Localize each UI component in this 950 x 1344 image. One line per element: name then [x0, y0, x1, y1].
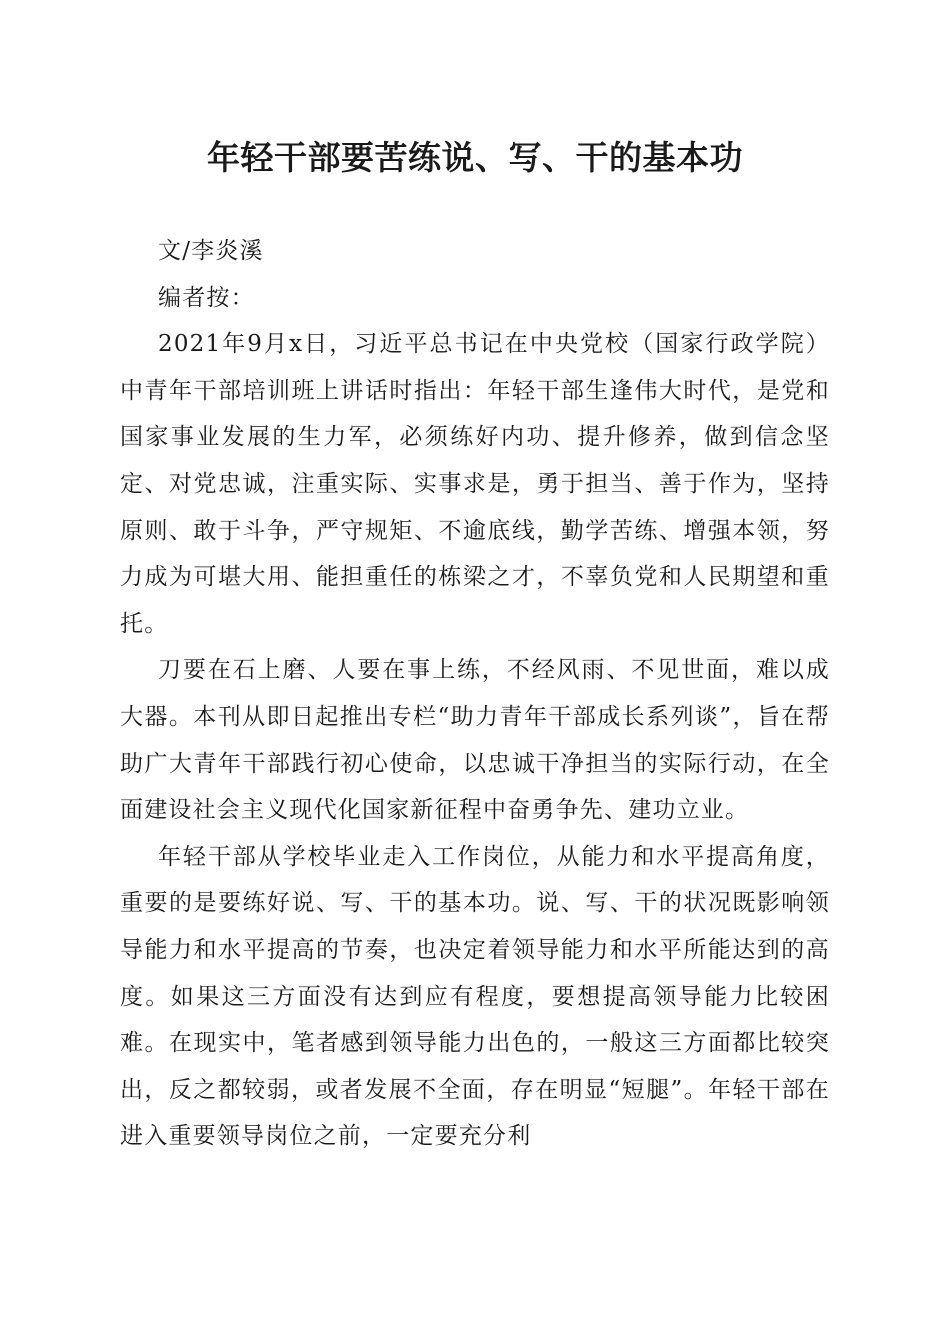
byline: 文/李炎溪	[158, 238, 264, 264]
paragraph-3: 年轻干部从学校毕业走入工作岗位，从能力和水平提高角度，重要的是要练好说、写、干的基本功。说、写、干的状况既影响领导能力和水平提高的节奏，也决定着领导能力和水平所能达到的高度。如果这三方面没有达到应有程度，要想提高领导能力比较困难。在现实中，笔者感到领导能力出色的，一般这三方面都比较突出，反之都较弱，或者发展不全面，存在明显“短腿”。年轻干部在进入重要领导岗位之前，一定要充分利	[120, 843, 830, 1150]
editor-note-label: 编者按：	[158, 284, 255, 311]
paragraph-1: 2021年9月x日，习近平总书记在中央党校（国家行政学院）中青年干部培训班上讲话时指出：年轻干部生逢伟大时代，是党和国家事业发展的生力军，必须练好内功、提升修养，做到信念坚定、对党忠诚，注重实际、实事求是，勇于担当、善于作为，坚持原则、敢于斗争，严守规矩、不逾底线，勤学苦练、增强本领，努力成为可堪大用、能担重任的栋梁之才，不辜负党和人民期望和重托。	[120, 331, 830, 637]
paragraph-2: 刀要在石上磨、人要在事上练，不经风雨、不见世面，难以成大器。本刊从即日起推出专栏“助力青年干部成长系列谈”，旨在帮助广大青年干部践行初心使命，以忠诚干净担当的实际行动，在全面建设社会主义现代化国家新征程中奋勇争先、建功立业。	[120, 657, 830, 824]
document-body	[120, 228, 830, 1160]
document-title: 年轻干部要苦练说、写、干的基本功	[207, 138, 743, 177]
